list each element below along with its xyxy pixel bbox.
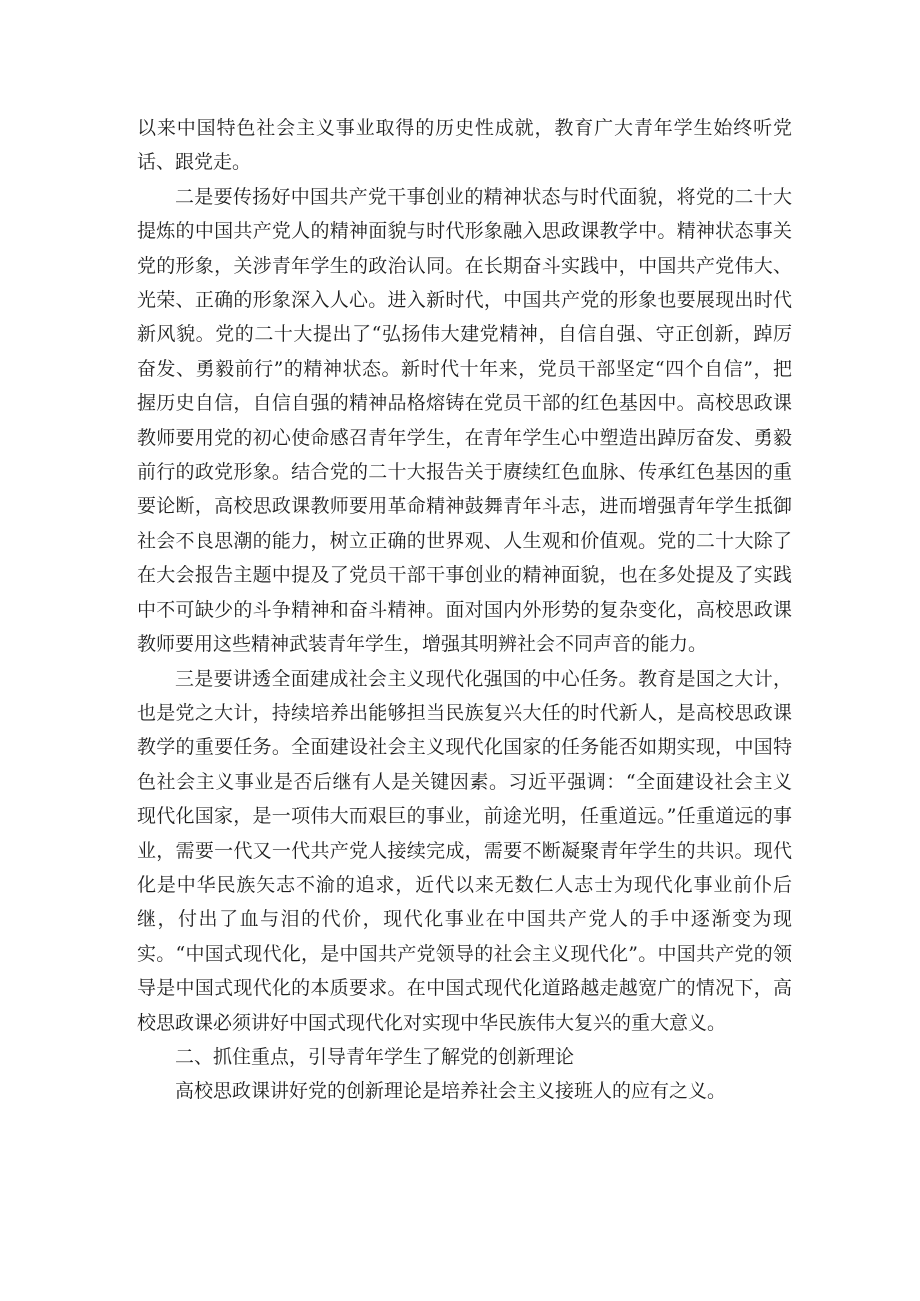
paragraph-continuation: 以来中国特色社会主义事业取得的历史性成就，教育广大青年学生始终听党话、跟党走。 — [137, 117, 792, 174]
paragraph-closing: 高校思政课讲好党的创新理论是培养社会主义接班人的应有之义。 — [175, 1080, 727, 1103]
section-heading: 二、抓住重点，引导青年学生了解党的创新理论 — [175, 1045, 575, 1068]
paragraph-second-point: 二是要传扬好中国共产党干事创业的精神状态与时代面貌，将党的二十大提炼的中国共产党人的精神面貌与时代形象融入思政课教学中。精神状态事关党的形象，关涉青年学生的政治认同。在长期奋斗实践中，中国共产党伟大、光荣、正确的形象深入人心。进入新时代，中国共产党的形象也要展现出时代新风貌。党的二十大提出了“弘扬伟大建党精神，自信自强、守正创新，踔厉奋发、勇毅前行”的精神状态。新时代十年来，党员干部坚定“四个自信”，把握历史自信，自信自强的精神品格熔铸在党员干部的红色基因中。高校思政课教师要用党的初心使命感召青年学生，在青年学生心中塑造出踔厉奋发、勇毅前行的政党形象。结合党的二十大报告关于赓续红色血脉、传承红色基因的重要论断，高校思政课教师要用革命精神鼓舞青年斗志，进而增强青年学生抵御社会不良思潮的能力，树立正确的世界观、人生观和价值观。党的二十大除了在大会报告主题中提及了党员干部干事创业的精神面貌，也在多处提及了实践中不可缺少的斗争精神和奋斗精神。面对国内外形势的复杂变化，高校思政课教师要用这些精神武装青年学生，增强其明辨社会不同声音的能力。 — [137, 185, 792, 656]
paragraph-third-point: 三是要讲透全面建成社会主义现代化强国的中心任务。教育是国之大计，也是党之大计，持续培养出能够担当民族复兴大任的时代新人，是高校思政课教学的重要任务。全面建设社会主义现代化国家的任务能否如期实现，中国特色社会主义事业是否后继有人是关键因素。习近平强调：“全面建设社会主义现代化国家，是一项伟大而艰巨的事业，前途光明，任重道远。”任重道远的事业，需要一代又一代共产党人接续完成，需要不断凝聚青年学生的共识。现代化是中华民族矢志不渝的追求，近代以来无数仁人志士为现代化事业前仆后继，付出了血与泪的代价，现代化事业在中国共产党人的手中逐渐变为现实。“中国式现代化，是中国共产党领导的社会主义现代化”。中国共产党的领导是中国式现代化的本质要求。在中国式现代化道路越走越宽广的情况下，高校思政课必须讲好中国式现代化对实现中华民族伟大复兴的重大意义。 — [137, 667, 792, 1034]
